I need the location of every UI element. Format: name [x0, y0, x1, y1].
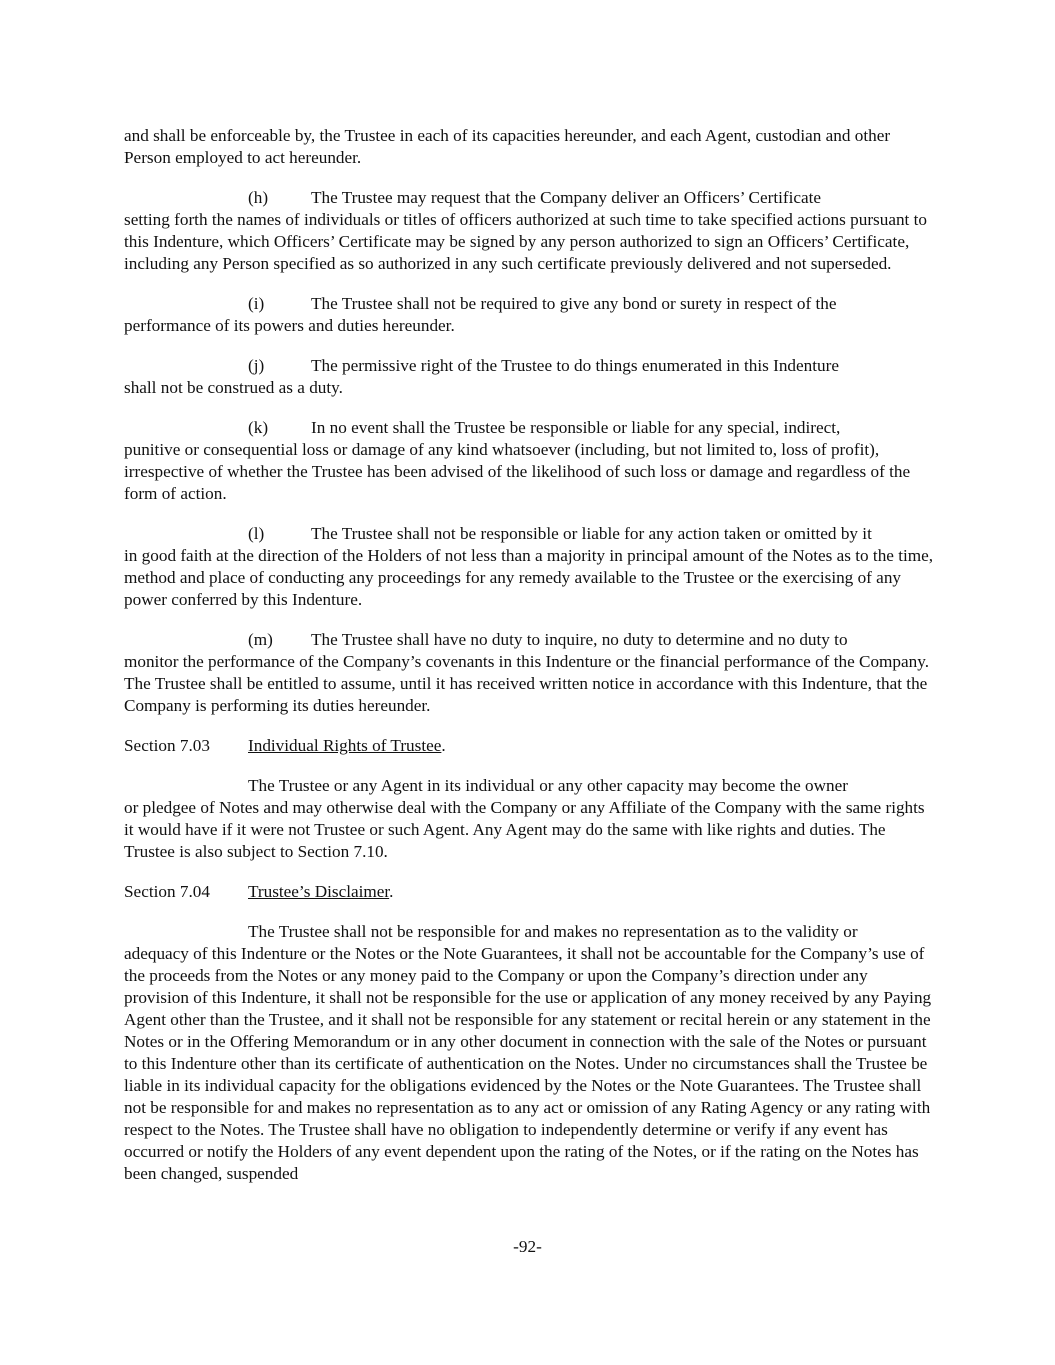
clause-body: setting forth the names of individuals or titles of officers authorized at such time to take specified actions pursuant to this Indenture, which Officers’ Certificate may be signed by any person authorized to sign an Officers’ Certificate, including any Person specified as so authorized in any such certificate previously delivered and not superseded. [124, 210, 927, 273]
section-body-text: adequacy of this Indenture or the Notes or the Note Guarantees, it shall not be accountable for the Company’s use of the proceeds from the Notes or any money paid to the Company or upon the Company’s direction under any provision of this Indenture, it shall not be responsible for the use or application of any money received by any Paying Agent other than the Trustee, and it shall not be responsible for any statement or recital herein or any statement in the Notes or in the Offering Memorandum or in any other document in connection with the sale of the Notes or pursuant to this Indenture other than its certificate of authentication on the Notes. Under no circumstances shall the Trustee be liable in its individual capacity for the obligations evidenced by the Notes or the Note Guarantees. The Trustee shall not be responsible for and makes no representation as to any act or omission of any Rating Agency or any rating with respect to the Notes. The Trustee shall have no obligation to independently determine or verify if any event has occurred or notify the Holders of any event dependent upon the rating of the Notes, or if the rating on the Notes has been changed, suspended [124, 944, 932, 1183]
clause-marker: (h) [248, 188, 269, 207]
section-number: Section 7.04 [124, 882, 210, 901]
clause-first-line [124, 187, 936, 209]
clause-first-text: The Trustee shall have no duty to inquire, no duty to determine and no duty to [311, 630, 848, 649]
section-first-text: The Trustee shall not be responsible for and makes no representation as to the validity or [248, 922, 858, 941]
clause-m [124, 629, 936, 717]
section-703-body [124, 775, 936, 863]
section-title: Individual Rights of Trustee [248, 736, 442, 755]
section-first-line [124, 775, 936, 797]
section-first-line [124, 921, 936, 943]
clause-l [124, 523, 936, 611]
section-title: Trustee’s Disclaimer [248, 882, 390, 901]
clause-first-text: The Trustee shall not be required to give any bond or surety in respect of the [311, 294, 837, 313]
clause-first-text: The Trustee shall not be responsible or liable for any action taken or omitted by it [311, 524, 872, 543]
document-page [124, 125, 936, 1203]
clause-body: shall not be construed as a duty. [124, 378, 343, 397]
clause-marker: (l) [248, 524, 265, 543]
clause-first-line [124, 523, 936, 545]
section-number: Section 7.03 [124, 736, 210, 755]
clause-body: performance of its powers and duties hereunder. [124, 316, 455, 335]
continuation-paragraph: and shall be enforceable by, the Trustee in each of its capacities hereunder, and each Agent, custodian and other Person employed to act hereunder. [124, 126, 891, 167]
section-first-text: The Trustee or any Agent in its individual or any other capacity may become the owner [248, 776, 848, 795]
section-title-suffix: . [389, 882, 394, 901]
section-body-text: or pledgee of Notes and may otherwise deal with the Company or any Affiliate of the Company with the same rights it would have if it were not Trustee or such Agent. Any Agent may do the same with like rights and duties. The Trustee is also subject to Section 7.10. [124, 798, 925, 861]
clause-marker: (j) [248, 356, 265, 375]
section-704-heading [124, 881, 936, 903]
clause-body: in good faith at the direction of the Holders of not less than a majority in principal amount of the Notes as to the time, method and place of conducting any proceedings for any remedy available to the Trustee or the exercising of any power conferred by this Indenture. [124, 546, 934, 609]
clause-first-line [124, 417, 936, 439]
clause-body: monitor the performance of the Company’s covenants in this Indenture or the financial performance of the Company. The Trustee shall be entitled to assume, until it has received written notice in accordance with this Indenture, that the Company is performing its duties hereunder. [124, 652, 930, 715]
clause-j [124, 355, 936, 399]
section-703-heading [124, 735, 936, 757]
clause-first-line [124, 293, 936, 315]
clause-first-line [124, 355, 936, 377]
clause-first-text: The Trustee may request that the Company deliver an Officers’ Certificate [311, 188, 822, 207]
clause-marker: (i) [248, 294, 265, 313]
section-title-suffix: . [441, 736, 446, 755]
clause-k [124, 417, 936, 505]
section-704-body [124, 921, 936, 1185]
clause-first-text: In no event shall the Trustee be responsible or liable for any special, indirect, [311, 418, 841, 437]
clause-first-text: The permissive right of the Trustee to do things enumerated in this Indenture [311, 356, 839, 375]
clause-body: punitive or consequential loss or damage of any kind whatsoever (including, but not limited to, loss of profit), irrespective of whether the Trustee has been advised of the likelihood of such loss or damage and regardless of the form of action. [124, 440, 911, 503]
clause-i [124, 293, 936, 337]
clause-first-line [124, 629, 936, 651]
page-number: -92- [513, 1237, 542, 1256]
clause-h [124, 187, 936, 275]
clause-marker: (m) [248, 630, 273, 649]
clause-marker: (k) [248, 418, 269, 437]
